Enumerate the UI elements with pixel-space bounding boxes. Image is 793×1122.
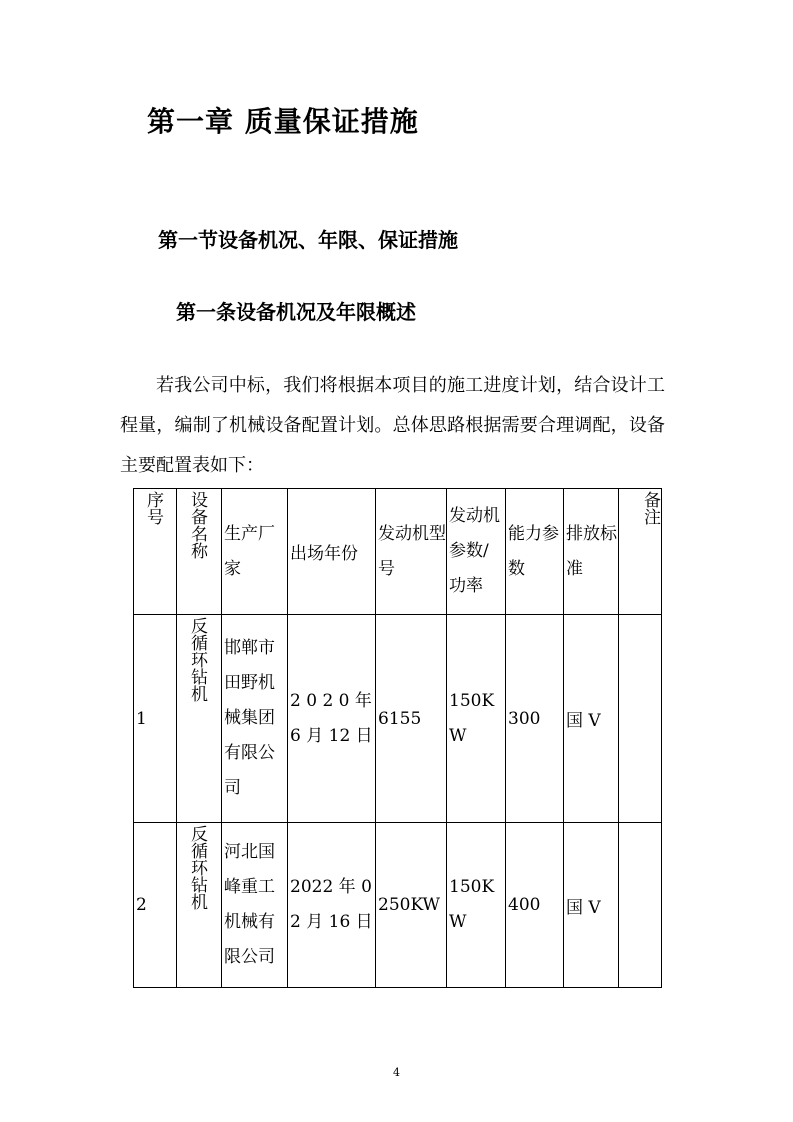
header-name: 设备名称 <box>177 489 222 615</box>
cell-seq: 2 <box>134 823 177 988</box>
cell-year: 2 0 2 0 年6 月 12 日 <box>288 615 376 823</box>
header-capacity: 能力参数 <box>506 489 564 615</box>
cell-emission: 国 V <box>564 615 619 823</box>
cell-engine-power: 150KW <box>447 823 506 988</box>
cell-year: 2022 年 02 月 16 日 <box>288 823 376 988</box>
header-seq: 序号 <box>134 489 177 615</box>
header-year: 出场年份 <box>288 489 376 615</box>
cell-name: 反循环钻机 <box>177 615 222 823</box>
header-engine-power: 发动机参数/功率 <box>447 489 506 615</box>
header-engine-model: 发动机型号 <box>376 489 447 615</box>
section-title: 第一节设备机况、年限、保证措施 <box>158 228 458 252</box>
cell-capacity: 300 <box>506 615 564 823</box>
cell-remark <box>619 615 662 823</box>
cell-capacity: 400 <box>506 823 564 988</box>
header-remark: 备注 <box>619 489 662 615</box>
cell-emission: 国 V <box>564 823 619 988</box>
table-header-row <box>134 489 662 615</box>
header-maker: 生产厂家 <box>222 489 288 615</box>
equipment-table <box>133 488 662 988</box>
header-emission: 排放标准 <box>564 489 619 615</box>
table-row <box>134 823 662 988</box>
page-number: 4 <box>393 1066 400 1079</box>
cell-maker: 河北国峰重工机械有限公司 <box>222 823 288 988</box>
intro-paragraph: 若我公司中标，我们将根据本项目的施工进度计划，结合设计工程量，编制了机械设备配置计划。总体思路根据需要合理调配，设备主要配置表如下： <box>120 375 665 476</box>
cell-maker: 邯郸市田野机械集团有限公司 <box>222 615 288 823</box>
chapter-title: 第一章 质量保证措施 <box>147 105 419 138</box>
cell-remark <box>619 823 662 988</box>
cell-name: 反循环钻机 <box>177 823 222 988</box>
cell-engine-power: 150KW <box>447 615 506 823</box>
table-row <box>134 615 662 823</box>
cell-engine-model: 250KW <box>376 823 447 988</box>
cell-seq: 1 <box>134 615 177 823</box>
article-title: 第一条设备机况及年限概述 <box>176 300 416 324</box>
cell-engine-model: 6155 <box>376 615 447 823</box>
